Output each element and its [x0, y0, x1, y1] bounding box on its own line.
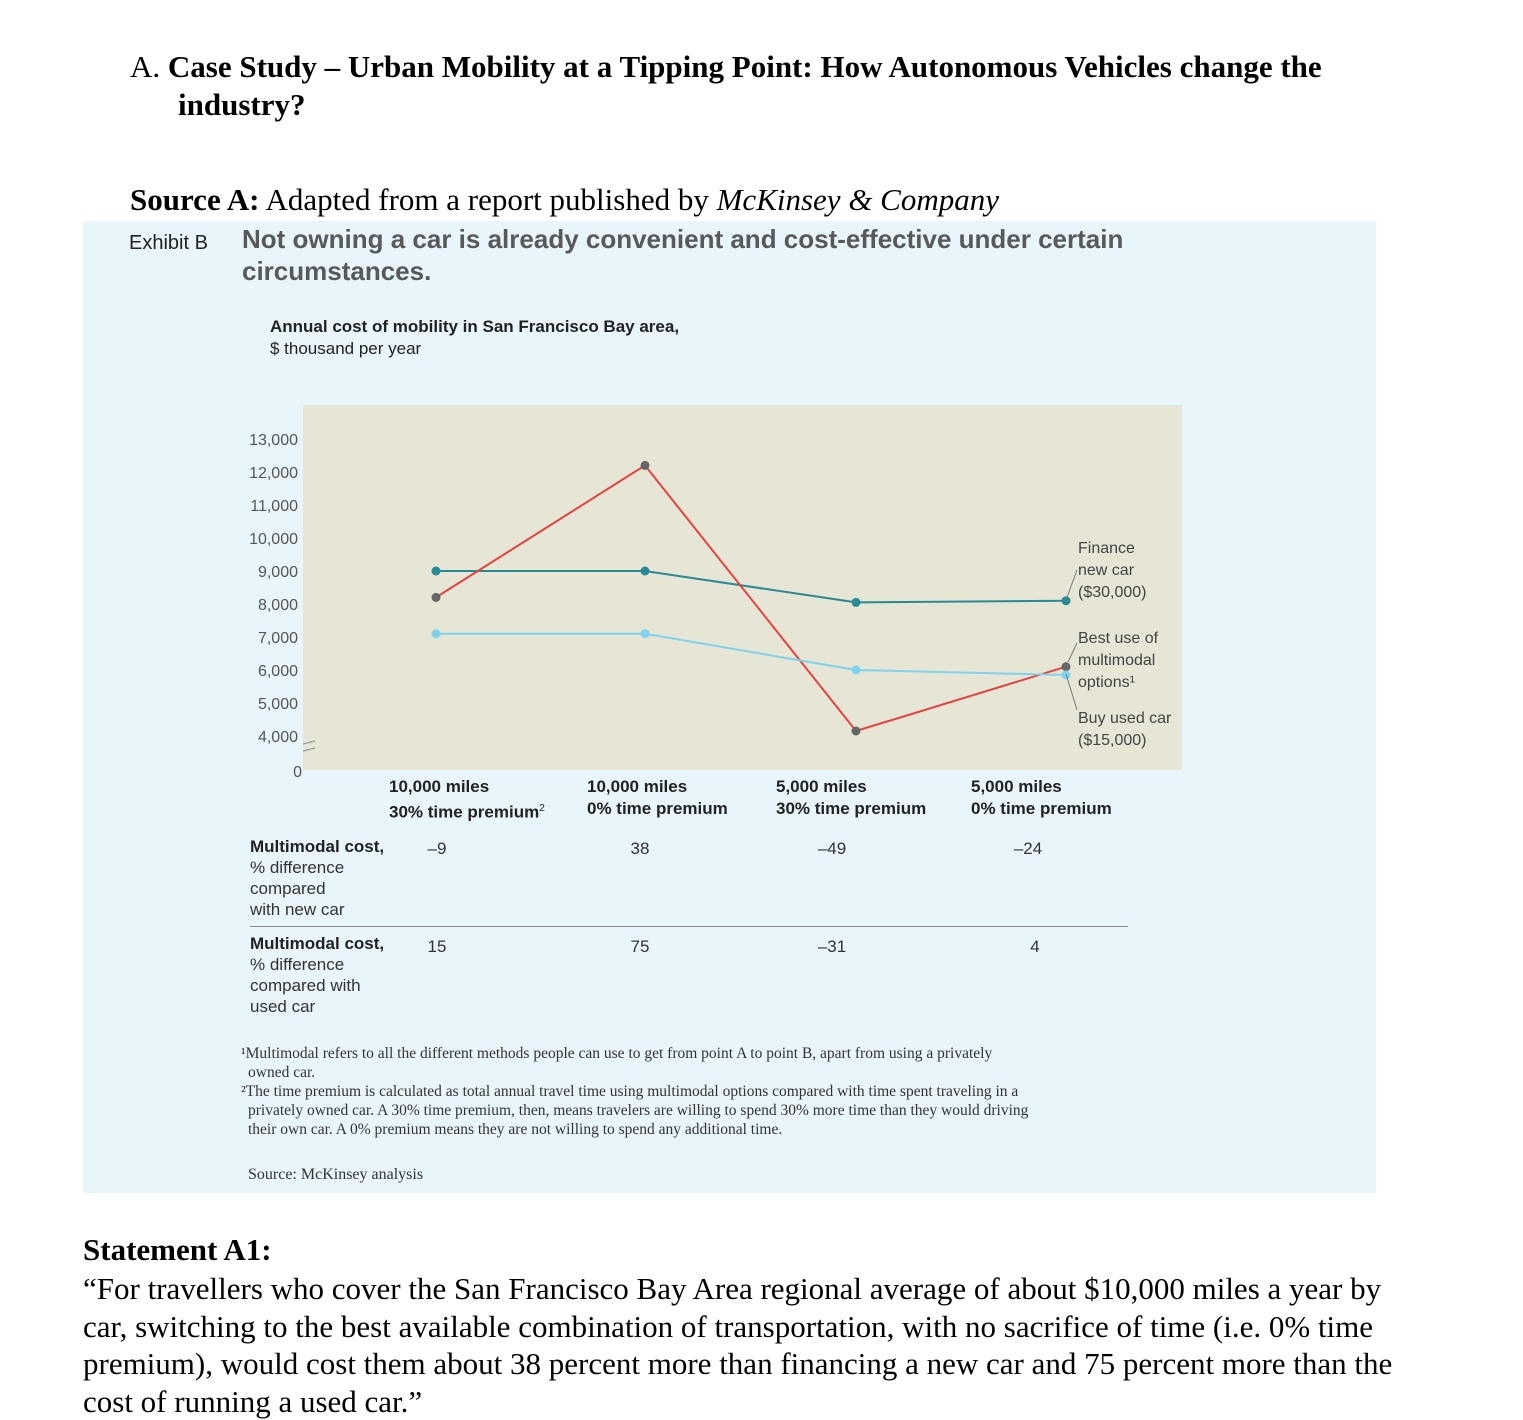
x-category-1-text: 30% time premium	[389, 802, 540, 822]
data-point-multimodal	[432, 593, 441, 602]
row-1-value-2: 38	[630, 839, 650, 858]
chart-title: Annual cost of mobility in San Francisco Bay area,	[270, 317, 680, 336]
row-1-value-3: –49	[817, 839, 847, 858]
y-tick-label: 13,000	[249, 432, 298, 449]
row-1-value-4: –24	[1013, 839, 1043, 858]
x-category-1	[389, 776, 545, 824]
series-label-used-car: ($15,000)	[1078, 732, 1147, 749]
row-2-label-line2: compared with	[250, 976, 361, 995]
x-category-3	[776, 776, 926, 820]
y-tick-label: 11,000	[250, 498, 298, 515]
chart-unit: $ thousand per year	[270, 339, 422, 358]
row-1-label-line1: % difference	[250, 858, 345, 877]
y-tick-label: 5,000	[257, 696, 298, 713]
series-label-multimodal: options¹	[1078, 674, 1135, 691]
data-point-multimodal	[641, 461, 650, 470]
exhibit-label: Exhibit B	[129, 232, 208, 254]
source-text: Adapted from a report published by	[259, 182, 717, 217]
x-category-2-line1: 10,000 miles	[587, 777, 688, 796]
y-tick-label: 4,000	[257, 729, 298, 746]
source-publisher: McKinsey & Company	[716, 182, 999, 217]
y-tick-label: 6,000	[257, 663, 298, 680]
statement-title: Statement A1:	[83, 1232, 272, 1267]
x-category-1-line2	[389, 798, 545, 824]
y-axis-ticks	[249, 432, 298, 746]
y-tick-label: 8,000	[257, 597, 298, 614]
row-2-label-bold: Multimodal cost,	[250, 934, 385, 953]
section-number: A.	[130, 49, 161, 84]
row-2-value-2: 75	[630, 937, 650, 956]
row-2-value-4: 4	[1030, 937, 1040, 956]
data-point-new-car	[1062, 596, 1071, 605]
footnote-2	[241, 1082, 1028, 1139]
table-divider	[250, 926, 1128, 927]
row-1-label-bold: Multimodal cost,	[250, 837, 385, 856]
series-label-new-car: new car	[1078, 562, 1135, 579]
y-tick-label: 10,000	[249, 531, 298, 548]
x-category-3-line1: 5,000 miles	[776, 777, 867, 796]
row-1-value-1: –9	[427, 839, 447, 858]
x-category-4-line1: 5,000 miles	[971, 777, 1062, 796]
footnote-2-line1: ²The time premium is calculated as total annual travel time using multimodal options compared with time spent traveling in a	[241, 1083, 1019, 1100]
data-point-multimodal	[852, 727, 861, 736]
series-label-new-car: Finance	[1078, 540, 1135, 557]
row-1-label-line2: compared	[250, 879, 326, 898]
footnote-1	[241, 1044, 992, 1082]
table-row-2-label	[250, 933, 384, 1017]
y-tick-label: 12,000	[249, 465, 298, 482]
series-label-multimodal: multimodal	[1078, 652, 1156, 669]
data-point-new-car	[432, 567, 441, 576]
y-zero-label: 0	[293, 764, 302, 781]
footnote-2-line2: privately owned car. A 30% time premium, then, means travelers are willing to spend 30% more time than they would driving	[248, 1102, 1029, 1119]
source-label: Source A:	[130, 182, 260, 217]
x-category-2	[587, 776, 728, 820]
x-category-4-line2: 0% time premium	[971, 799, 1112, 818]
y-tick-label: 7,000	[257, 630, 298, 647]
section-title-line2: industry?	[178, 87, 306, 122]
x-category-4	[971, 776, 1112, 820]
data-point-used-car	[852, 666, 861, 675]
table-row-1-label	[250, 836, 384, 920]
data-point-used-car	[641, 629, 650, 638]
statement-body: “For travellers who cover the San Francisco Bay Area regional average of about $10,000 miles a year by car, switching to the best available combination of transportation, with no sacrifice of time (i.e. 0% time premium), would cost them about 38 percent more than financing a new car and 75 percent more than the cost of running a used car.”	[83, 1271, 1393, 1419]
footnote-1-line2: owned car.	[248, 1064, 316, 1081]
footnote-2-line3: their own car. A 0% premium means they are not willing to spend any additional time.	[248, 1121, 783, 1138]
x-category-2-line2: 0% time premium	[587, 799, 728, 818]
row-2-value-3: –31	[817, 937, 847, 956]
x-category-3-line2: 30% time premium	[776, 799, 927, 818]
series-label-new-car: ($30,000)	[1078, 584, 1147, 601]
series-label-multimodal: Best use of	[1078, 630, 1159, 647]
y-tick-label: 9,000	[257, 564, 298, 581]
data-point-new-car	[852, 598, 861, 607]
row-2-label-line1: % difference	[250, 955, 345, 974]
x-category-1-line1: 10,000 miles	[389, 777, 490, 796]
data-point-used-car	[432, 629, 441, 638]
data-point-multimodal	[1062, 662, 1071, 671]
footnote-1-line1: ¹Multimodal refers to all the different methods people can use to get from point A to point B, apart from using a privately	[241, 1045, 993, 1062]
row-2-value-1: 15	[427, 937, 447, 956]
exhibit-title: Not owning a car is already convenient and cost-effective under certain circumstances.	[242, 224, 1124, 286]
row-1-label-line3: with new car	[250, 900, 345, 919]
data-point-new-car	[641, 567, 650, 576]
x-category-1-sup: 2	[539, 803, 545, 814]
row-2-label-line3: used car	[250, 997, 316, 1016]
source-note: Source: McKinsey analysis	[248, 1166, 424, 1183]
series-label-used-car: Buy used car	[1078, 710, 1172, 727]
section-title-line1: Case Study – Urban Mobility at a Tipping Point: How Autonomous Vehicles change the	[167, 49, 1322, 84]
